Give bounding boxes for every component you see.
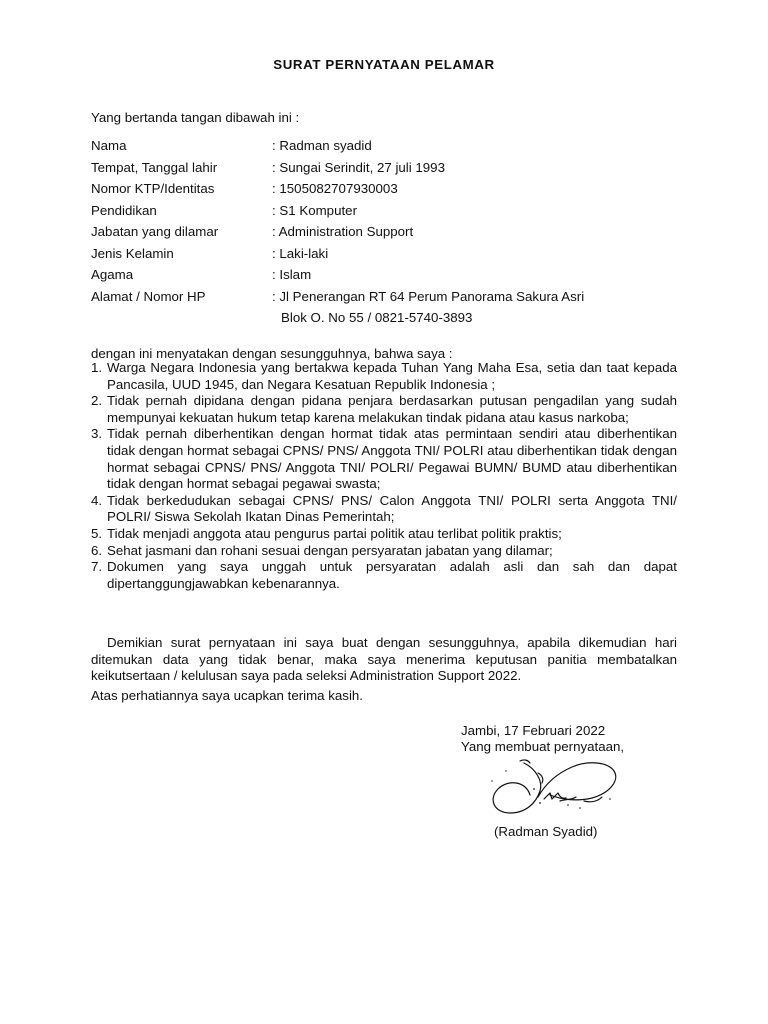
field-label: Jabatan yang dilamar bbox=[91, 224, 219, 239]
field-row bbox=[91, 266, 691, 288]
item-text: Tidak menjadi anggota atau pengurus partai politik atau terlibat politik praktis; bbox=[107, 525, 562, 541]
item-number: 5. bbox=[91, 525, 103, 541]
list-item bbox=[91, 426, 677, 492]
document-title: SURAT PERNYATAAN PELAMAR bbox=[273, 57, 495, 72]
item-number: 6. bbox=[91, 542, 103, 558]
field-row bbox=[91, 180, 691, 202]
closing-thanks: Atas perhatiannya saya ucapkan terima kasih. bbox=[91, 688, 364, 703]
list-item bbox=[91, 543, 677, 560]
field-value: : Radman syadid bbox=[272, 138, 372, 153]
address-continuation: Blok O. No 55 / 0821-5740-3893 bbox=[281, 310, 473, 325]
list-item bbox=[91, 360, 677, 393]
field-label: Tempat, Tanggal lahir bbox=[91, 159, 218, 175]
item-text: Tidak berkedudukan sebagai CPNS/ PNS/ Calon Anggota TNI/ POLRI serta Anggota TNI/ POLRI/ Siswa Sekolah Ikatan Dinas Pemerintah; bbox=[107, 492, 677, 525]
field-value: : S1 Komputer bbox=[272, 202, 357, 218]
field-value: : Sungai Serindit, 27 juli 1993 bbox=[272, 159, 445, 175]
item-text: Tidak pernah diberhentikan dengan hormat tidak atas permintaan sendiri atau diberhentikan tidak dengan hormat sebagai CPNS/ PNS/ Anggota TNI/ POLRI atau diberhentikan tidak dengan hormat sebagai CPNS/ PNS/ Anggota TNI/ POLRI/ Pegawai BUMN/ BUMD atau diberhentikan tidak dengan hormat sebagai pegawai swasta; bbox=[107, 426, 677, 492]
declaration-list bbox=[91, 360, 677, 592]
field-row bbox=[91, 159, 691, 181]
field-value: : 1505082707930003 bbox=[272, 181, 398, 196]
field-row bbox=[91, 245, 691, 267]
item-number: 4. bbox=[91, 492, 103, 508]
item-text: Dokumen yang saya unggah untuk persyaratan adalah asli dan sah dan dapat dipertanggungjawabkan kebenarannya. bbox=[107, 559, 677, 591]
field-value: : Islam bbox=[272, 267, 312, 282]
list-item bbox=[91, 393, 677, 426]
item-text: Warga Negara Indonesia yang bertakwa kepada Tuhan Yang Maha Esa, setia dan taat kepada Pancasila, UUD 1945, dan Negara Kesatuan Republik Indonesia ; bbox=[107, 360, 677, 392]
field-value: : Jl Penerangan RT 64 Perum Panorama Sakura Asri bbox=[272, 288, 585, 304]
field-value: : Laki-laki bbox=[272, 245, 329, 261]
list-item bbox=[91, 493, 677, 526]
field-label: Agama bbox=[91, 267, 134, 282]
intro-text: Yang bertanda tangan dibawah ini : bbox=[91, 110, 300, 125]
list-item bbox=[91, 526, 677, 543]
field-row bbox=[91, 288, 691, 310]
list-item bbox=[91, 559, 677, 592]
item-text: Sehat jasmani dan rohani sesuai dengan persyaratan jabatan yang dilamar; bbox=[107, 542, 553, 558]
item-number: 2. bbox=[91, 393, 103, 409]
field-row bbox=[91, 137, 691, 159]
field-row bbox=[91, 223, 691, 245]
signature bbox=[480, 753, 630, 823]
field-row bbox=[91, 202, 691, 224]
field-label: Alamat / Nomor HP bbox=[91, 288, 206, 304]
applicant-fields bbox=[91, 137, 691, 331]
signer-name: (Radman Syadid) bbox=[494, 824, 598, 839]
item-number: 7. bbox=[91, 559, 103, 575]
closing-paragraph: Demikian surat pernyataan ini saya buat dengan sesungguhnya, apabila dikemudian hari ditemukan data yang tidak benar, maka saya menerima keputusan panitia membatalkan keikutsertaan / kelulusan saya pada seleksi Administration Support 2022. bbox=[91, 635, 677, 684]
item-number: 3. bbox=[91, 426, 103, 442]
field-row-continuation bbox=[91, 309, 691, 331]
place-date: Jambi, 17 Februari 2022 bbox=[461, 723, 606, 738]
field-label: Pendidikan bbox=[91, 202, 157, 218]
item-text: Tidak pernah dipidana dengan pidana penjara berdasarkan putusan pengadilan yang sudah mempunyai kekuatan hukum tetap karena melakukan tindak pidana atau kasus narkoba; bbox=[107, 393, 677, 425]
maker-label: Yang membuat pernyataan, bbox=[461, 739, 625, 754]
statement-intro: dengan ini menyatakan dengan sesungguhnya, bahwa saya : bbox=[91, 346, 453, 361]
item-number: 1. bbox=[91, 360, 103, 375]
field-label: Jenis Kelamin bbox=[91, 245, 174, 261]
field-label: Nomor KTP/Identitas bbox=[91, 181, 215, 196]
field-value: : Administration Support bbox=[272, 224, 414, 239]
field-label: Nama bbox=[91, 138, 127, 153]
